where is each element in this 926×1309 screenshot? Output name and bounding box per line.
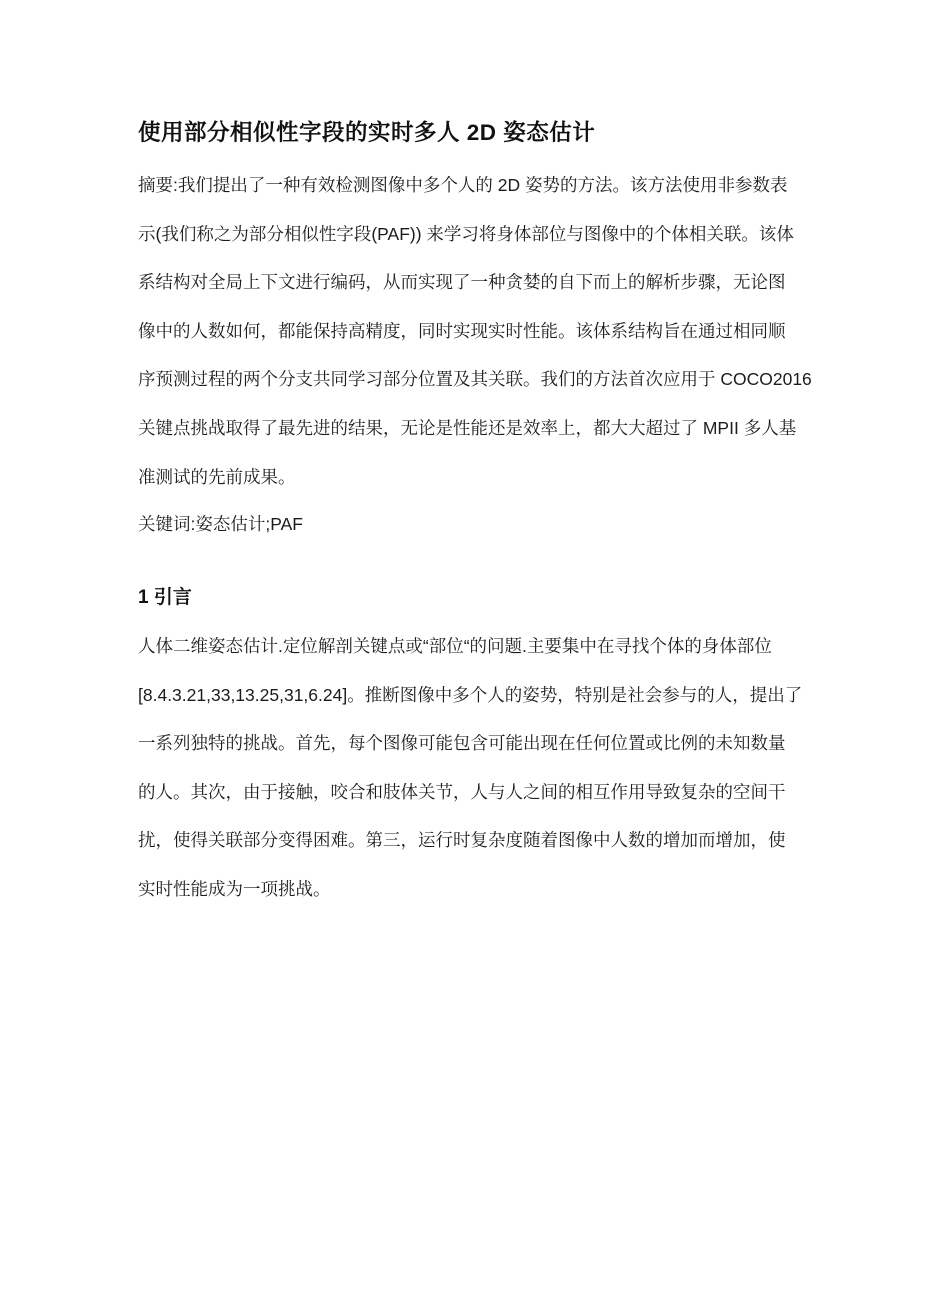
abstract-line: 准测试的先前成果。: [138, 466, 296, 487]
abstract-line: 像中的人数如何，都能保持高精度，同时实现实时性能。该体系结构旨在通过相同顺: [138, 320, 786, 341]
abstract-line: 系结构对全局上下文进行编码，从而实现了一种贪婪的自下而上的解析步骤，无论图: [138, 272, 786, 293]
introduction-line: 实时性能成为一项挑战。: [138, 878, 331, 899]
abstract-paragraph: [138, 161, 812, 501]
introduction-line: 的人。其次，由于接触，咬合和肢体关节，人与人之间的相互作用导致复杂的空间干: [138, 781, 786, 802]
abstract-line: 摘要:我们提出了一种有效检测图像中多个人的 2D 姿势的方法。该方法使用非参数表: [138, 175, 788, 195]
introduction-line: 人体二维姿态估计.定位解剖关键点或“部位“的问题.主要集中在寻找个体的身体部位: [138, 636, 772, 656]
introduction-paragraph: [138, 622, 803, 914]
introduction-line: [8.4.3.21,33,13.25,31,6.24]。推断图像中多个人的姿势，特别是社会参与的人，提出了: [138, 684, 803, 705]
introduction-line: 扰，使得关联部分变得困难。第三，运行时复杂度随着图像中人数的增加而增加，使: [138, 830, 786, 851]
keywords-line: 关键词:姿态估计;PAF: [138, 514, 303, 534]
introduction-line: 一系列独特的挑战。首先，每个图像可能包含可能出现在任何位置或比例的未知数量: [138, 733, 786, 754]
abstract-line: 序预测过程的两个分支共同学习部分位置及其关联。我们的方法首次应用于 COCO2016: [138, 369, 812, 390]
abstract-line: 关键点挑战取得了最先进的结果，无论是性能还是效率上，都大大超过了 MPII 多人基: [138, 417, 797, 438]
document-title: 使用部分相似性字段的实时多人 2D 姿态估计: [138, 120, 596, 145]
section-1-heading: 1 引言: [138, 587, 192, 608]
abstract-line: 示(我们称之为部分相似性字段(PAF)) 来学习将身体部位与图像中的个体相关联。该体: [138, 223, 794, 244]
